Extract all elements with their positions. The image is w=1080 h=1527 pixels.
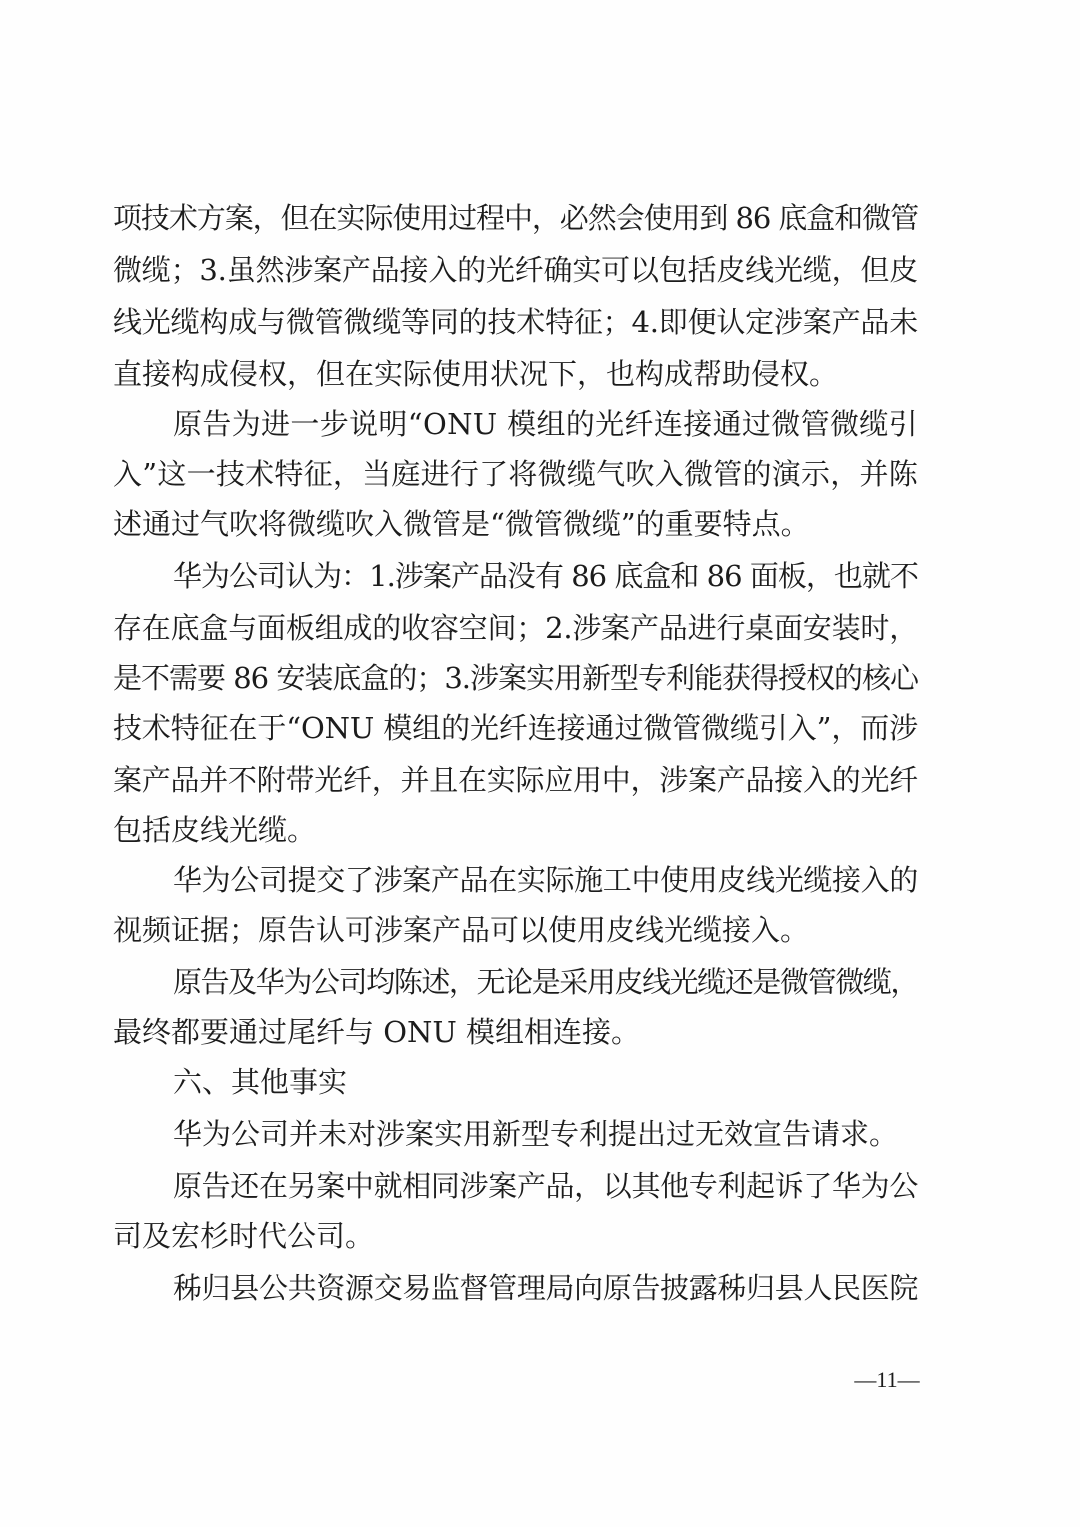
text-line: 入”这一技术特征，当庭进行了将微缆气吹入微管的演示，并陈 [113,457,918,491]
section-heading: 六、其他事实 [173,1065,348,1099]
text-line: 秭归县公共资源交易监督管理局向原告披露秭归县人民医院 [173,1271,918,1305]
text-line: 存在底盒与面板组成的收容空间；2.涉案产品进行桌面安装时， [113,611,918,645]
text-line: 项技术方案，但在实际使用过程中，必然会使用到 86 底盒和微管 [113,201,918,235]
text-line: 原告及华为公司均陈述，无论是采用皮线光缆还是微管微缆， [173,965,918,999]
text-line: 直接构成侵权，但在实际使用状况下，也构成帮助侵权。 [113,357,839,391]
text-line: 原告还在另案中就相同涉案产品，以其他专利起诉了华为公 [173,1169,918,1203]
text-line: 线光缆构成与微管微缆等同的技术特征；4.即便认定涉案产品未 [113,305,918,339]
text-line: 案产品并不附带光纤，并且在实际应用中，涉案产品接入的光纤 [113,763,918,797]
text-line: 是不需要 86 安装底盒的；3.涉案实用新型专利能获得授权的核心 [113,661,918,695]
page-number: —11— [854,1367,920,1392]
text-line: 华为公司提交了涉案产品在实际施工中使用皮线光缆接入的 [173,863,918,897]
text-line: 华为公司并未对涉案实用新型专利提出过无效宣告请求。 [173,1117,899,1151]
text-line: 视频证据；原告认可涉案产品可以使用皮线光缆接入。 [113,913,810,947]
text-line: 最终都要通过尾纤与 ONU 模组相连接。 [113,1015,641,1049]
text-line: 微缆；3.虽然涉案产品接入的光纤确实可以包括皮线光缆，但皮 [113,253,918,287]
text-line: 原告为进一步说明“ONU 模组的光纤连接通过微管微缆引 [173,407,918,441]
text-line: 华为公司认为：1.涉案产品没有 86 底盒和 86 面板，也就不 [173,559,918,593]
text-line: 述通过气吹将微缆吹入微管是“微管微缆”的重要特点。 [113,507,810,541]
text-line: 司及宏杉时代公司。 [113,1219,375,1253]
text-line: 包括皮线光缆。 [113,813,317,847]
text-line: 技术特征在于“ONU 模组的光纤连接通过微管微缆引入”，而涉 [113,711,918,745]
